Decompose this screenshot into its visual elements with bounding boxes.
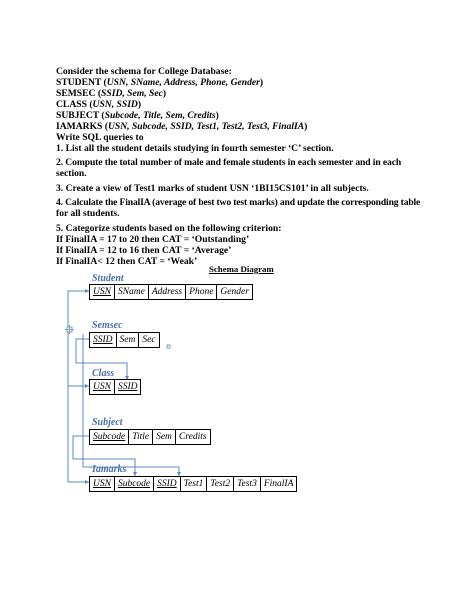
schema-diagram-title: Schema Diagram [209, 264, 274, 274]
query-1: 1. List all the student details studying in fourth semester ‘C’ section. [56, 143, 334, 154]
subject-close: ) [215, 110, 219, 121]
iamarks-attrs: USN, Subcode, SSID, Test1, Test2, Test3, FinalIA [107, 121, 305, 132]
entity-class-label: Class [92, 368, 115, 379]
semsec-col-ssid: SSID [90, 333, 117, 347]
student-col-address: Address [149, 285, 186, 299]
semsec-col-sec: Sec [142, 335, 156, 345]
subject-label: SUBJECT ( [56, 110, 105, 121]
query-2-line-2: section. [56, 168, 87, 179]
iamarks-col-subcode: Subcode [115, 477, 154, 491]
student-close: ) [259, 77, 264, 88]
iamarks-col-ssid: SSID [154, 477, 181, 491]
line-semsec-iamarks-ssid [83, 334, 179, 476]
intro-line: Consider the schema for College Database: [56, 66, 232, 77]
subject-col-title: Title [129, 430, 153, 444]
student-attrs: USN, SName, Address, Phone, Gender [106, 77, 260, 88]
iamarks-col-test1: Test1 [181, 477, 208, 491]
iamarks-close: ) [304, 121, 308, 132]
entity-subject-table [89, 429, 211, 445]
write-queries-heading: Write SQL queries to [56, 132, 144, 143]
query-5: 5. Categorize students based on the following criterion: [56, 223, 282, 234]
iamarks-label: IAMARKS ( [56, 121, 108, 132]
iamarks-col-test2: Test2 [207, 477, 234, 491]
entity-semsec-table [89, 332, 160, 348]
class-label: CLASS ( [56, 99, 93, 110]
student-col-gender: Gender [220, 287, 249, 297]
subject-col-sem: Sem [153, 430, 176, 444]
iamarks-col-finalia: FinalIA [263, 479, 294, 489]
entity-semsec-label: Semsec [92, 320, 123, 331]
semsec-label: SEMSEC ( [56, 88, 102, 99]
line-class-iamarks-usn [68, 386, 89, 482]
semsec-attrs: SSID, Sem, Sec [101, 88, 163, 99]
subject-attrs: Subcode, Title, Sem, Credits [104, 110, 216, 121]
iamarks-col-usn: USN [90, 477, 115, 491]
criterion-2: If FinalIA = 12 to 16 then CAT = ‘Average’ [56, 245, 232, 256]
class-close: ) [137, 99, 142, 110]
subject-col-subcode: Subcode [90, 430, 129, 444]
class-col-usn: USN [90, 380, 115, 394]
entity-student-table [89, 284, 253, 300]
query-2-line-1: 2. Compute the total number of male and female students in each semester and in each [56, 157, 402, 168]
semsec-col-sem: Sem [117, 333, 140, 347]
criterion-3: If FinalIA< 12 then CAT = ‘Weak’ [56, 256, 198, 267]
semsec-close: ) [162, 88, 167, 99]
student-col-usn: USN [90, 285, 115, 299]
student-label: STUDENT ( [56, 77, 107, 88]
query-3: 3. Create a view of Test1 marks of student USN ‘1BI15CS101’ in all subjects. [56, 183, 369, 194]
entity-iamarks-label: Iamarks [92, 464, 127, 475]
entity-iamarks-table [89, 476, 297, 492]
iamarks-col-test3: Test3 [234, 477, 261, 491]
subject-col-credits: Credits [178, 432, 207, 442]
entity-student-label: Student [92, 273, 124, 284]
student-col-phone: Phone [186, 285, 217, 299]
query-4-line-2: for all students. [56, 208, 120, 219]
entity-class-table [89, 379, 141, 395]
student-col-sname: SName [115, 285, 149, 299]
query-4-line-1: 4. Calculate the FinalIA (average of best two test marks) and update the corresponding table [56, 197, 421, 208]
class-attrs: USN, SSID [92, 99, 138, 110]
criterion-1: If FinalIA = 17 to 20 then CAT = ‘Outstanding’ [56, 234, 250, 245]
class-col-ssid: SSID [117, 382, 138, 392]
entity-subject-label: Subject [92, 417, 123, 428]
